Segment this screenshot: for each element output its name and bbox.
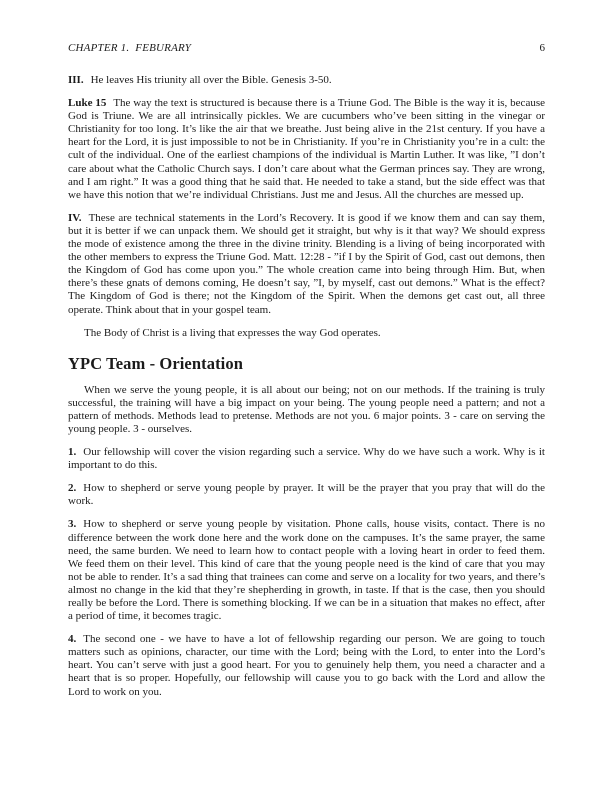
list-item-1-number: 1. [68,446,77,459]
paragraph-luke15 [68,97,545,202]
paragraph-when-we-serve: When we serve the young people, it is all about our being; not on our methods. If the training is truly successful, the training will have a big impact on your being. The young people need a pattern; and not a pattern of methods. Methods lead to pretense. Methods are not you. 6 major points. 3 - care on serving the young people. 3 - ourselves. [68,383,545,435]
list-item-4-number: 4. [68,633,77,646]
chapter-label: CHAPTER 1. [68,42,130,54]
list-item-4 [68,633,545,698]
paragraph-iv-text: These are technical statements in the Lord’s Recovery. It is good if we know them and can say them, but it is better if we can unpack them. We should get it straight, but why is it that way? We should express the mode of existence among the three in the divine trinity. Blending is a living of being incorporated with the other members to express the Triune God. Matt. 12:28 - ”if I by the Spirit of God, cast out demons, then the Kingdom of God has come upon you.” The whole creation came into being through Him. But, when there’s these gnats of demons coming, He doesn’t say, ”I, by myself, cast out demons.” What is the effect? The Kingdom of God is there; not the Kingdom of the Spirit. When the demons get cast out, all three operate. Think about that in your gospel team. [68,211,545,316]
paragraph-iii-text: He leaves His triunity all over the Bible. Genesis 3-50. [90,74,332,86]
list-item-1-text: Our fellowship will cover the vision regarding such a service. Why do we have such a work. Why is it important to do this. [68,446,545,472]
paragraph-body-of-christ: The Body of Christ is a living that expresses the way God operates. [84,326,381,339]
page-number: 6 [539,42,545,54]
paragraph-iv-lead: IV. [68,211,82,224]
document-body [68,74,545,699]
paragraph-iv [68,212,545,317]
chapter-title: FEBURARY [135,42,192,54]
list-item-3-text: How to shepherd or serve young people by visitation. Phone calls, house visits, contact. There is no difference between the work done here and the work done on the campuses. It’s the same prayer, the same need, the same burden. We need to learn how to contact people with a loving heart in order to feed them. We feed them on their level. This kind of care that the young people need is the kind of care that you may not be able to render. It’s a sad thing that trainees can come and serve on a locality for two years, and there’s almost no change in the kid that they’re shepherding in growth, in taste. If that is the case, then you should really be before the Lord. There is something blocking. If we can be in a situation that makes no effect, after a period of time, it becomes tragic. [68,518,545,623]
paragraph-luke15-text: The way the text is structured is because there is a Triune God. The Bible is the way it is, because God is Triune. We are all intrinsically pickles. We are cucumbers who’ve been sitting in the vinegar or Christianity for too long. It’s like the air that we breathe. Just being alive in the 21st century. If you have a heart for the Lord, it is just impossible to not be in Christianity. If you’re in Christianity you’re in a cult: the cult of the individual. One of the earliest champions of the individual is Martin Luther. It was like, ”I don’t care about what the Catholic Church says. I don’t care about what the German princes say. They are wrong, and I am right.” It was a good thing that he said that. He needed to take a stand, but the side effect was that we have this notion that we’re individual Christians. Just me and Jesus. All the churches are messed up. [68,97,545,201]
list-item-2-text: How to shepherd or serve young people by prayer. It will be the prayer that you pray that will do the work. [68,482,545,508]
paragraph-iii-lead: III. [68,74,84,86]
paragraph-luke15-lead: Luke 15 [68,97,107,110]
section-heading: YPC Team - Orientation [68,353,243,373]
running-header-chapter [68,42,191,55]
list-item-2-number: 2. [68,482,77,495]
list-item-3 [68,518,545,623]
list-item-2 [68,482,545,508]
list-item-3-number: 3. [68,518,77,531]
running-header [68,42,545,55]
paragraph-iii [68,74,545,87]
list-item-4-text: The second one - we have to have a lot of fellowship regarding our person. We are going to touch matters such as opinions, character, our time with the Lord; being with the Lord, to enter into the Lord’s heart. You can’t serve with just a good heart. For you to genuinely help them, you need a character and a heart that is so proper. Hopefully, our fellowship will cause you to go back with the Lord and allow the Lord to work on you. [68,633,545,698]
list-item-1 [68,446,545,472]
